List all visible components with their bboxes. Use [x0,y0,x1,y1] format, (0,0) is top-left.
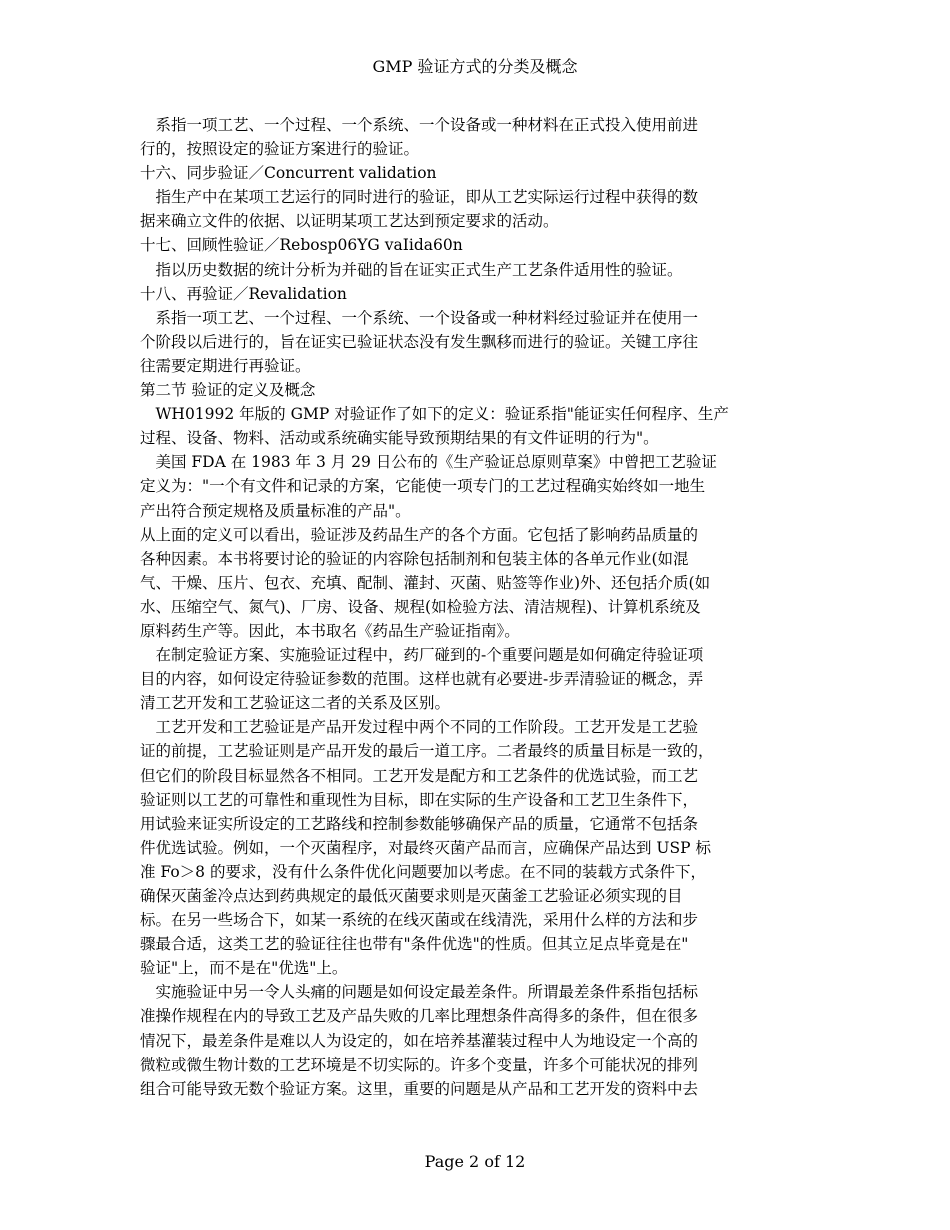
text-line: 在制定验证方案、实施验证过程中，药厂碰到的-个重要问题是如何确定待验证项 [140,646,704,665]
text-line: 过程、设备、物料、活动或系统确实能导致预期结果的有文件证明的行为"。 [140,429,659,448]
text-line: 十八、再验证／Revalidation [140,284,347,303]
text-line: 从上面的定义可以看出，验证涉及药品生产的各个方面。它包括了影响药品质量的 [140,525,699,544]
text-line: 验证则以工艺的可靠性和重现性为目标，即在实际的生产设备和工艺卫生条件下， [140,790,699,809]
text-line: 但它们的阶段目标显然各不相同。工艺开发是配方和工艺条件的优选试验，而工艺 [140,766,699,785]
text-line: 系指一项工艺、一个过程、一个系统、一个设备或一种材料在正式投入使用前进 [140,116,699,134]
text-line: 情况下，最差条件是难以人为设定的，如在培养基灌装过程中人为地设定一个高的 [140,1031,699,1050]
page-footer-number: Page 2 of 12 [424,1152,526,1171]
text-line: 各种因素。本书将要讨论的验证的内容除包括制剂和包装主体的各单元作业(如混 [140,549,689,568]
text-line: 气、干燥、压片、包衣、充填、配制、灌封、灭菌、贴签等作业)外、还包括介质(如 [140,573,711,592]
text-line: 原料药生产等。因此，本书取名《药品生产验证指南》。 [140,621,520,640]
text-line: WH01992 年版的 GMP 对验证作了如下的定义：验证系指"能证实任何程序、生产 [140,405,729,424]
text-line: 个阶段以后进行的，旨在证实已验证状态没有发生飘移而进行的验证。关键工序往 [140,332,699,351]
text-line: 定义为："一个有文件和记录的方案，它能使一项专门的工艺过程确实始终如一地生 [140,477,706,496]
text-line: 指以历史数据的统计分析为并础的旨在证实正式生产工艺条件适用性的验证。 [140,260,683,279]
text-line: 用试验来证实所设定的工艺路线和控制参数能够确保产品的质量，它通常不包括条 [140,814,699,833]
text-line: 水、压缩空气、氮气)、厂房、设备、规程(如检验方法、清洁规程)、计算机系统及 [140,597,701,616]
text-line: 第二节 验证的定义及概念 [140,381,316,400]
text-line: 微粒或微生物计数的工艺环境是不切实际的。许多个变量，许多个可能状况的排列 [140,1055,699,1074]
text-line: 十六、同步验证／Concurrent validation [140,164,437,183]
text-line: 指生产中在某项工艺运行的同时进行的验证，即从工艺实际运行过程中获得的数 [140,188,699,207]
text-line: 实施验证中另一令人头痛的问题是如何设定最差条件。所谓最差条件系指包括标 [140,983,699,1002]
text-line: 十七、回顾性验证／Rebosp06YG vaIida60n [140,236,463,255]
text-line: 准操作规程在内的导致工艺及产品失败的几率比理想条件高得多的条件，但在很多 [140,1007,699,1026]
text-line: 件优选试验。例如，一个灭菌程序，对最终灭菌产品而言，应确保产品达到 USP 标 [140,838,711,857]
document-body [140,113,830,1101]
text-line: 行的，按照设定的验证方案进行的验证。 [140,140,420,159]
text-line: 产出符合预定规格及质量标准的产品"。 [140,501,411,520]
text-line: 组合可能导致无数个验证方案。这里，重要的问题是从产品和工艺开发的资料中去 [140,1079,699,1098]
text-line: 准 Fo＞8 的要求，没有什么条件优化问题要加以考虑。在不同的装载方式条件下， [140,862,706,881]
text-line: 验证"上，而不是在"优选"上。 [140,959,348,978]
page-header-title: GMP 验证方式的分类及概念 [372,57,578,76]
text-line: 往需要定期进行再验证。 [140,356,311,375]
text-line: 标。在另一些场合下，如某一系统的在线灭菌或在线清洗，采用什么样的方法和步 [140,911,699,930]
text-line: 目的内容，如何设定待验证参数的范围。这样也就有必要进-步弄清验证的概念，弄 [140,670,704,689]
text-line: 证的前提，工艺验证则是产品开发的最后一道工序。二者最终的质量目标是一致的， [140,742,714,761]
text-line: 清工艺开发和工艺验证这二者的关系及区别。 [140,694,451,713]
text-line: 确保灭菌釜冷点达到药典规定的最低灭菌要求则是灭菌釜工艺验证必须实现的目 [140,887,683,905]
text-line: 工艺开发和工艺验证是产品开发过程中两个不同的工作阶段。工艺开发是工艺验 [140,718,699,737]
text-line: 骤最合适，这类工艺的验证往往也带有"条件优选"的性质。但其立足点毕竟是在" [140,935,689,954]
text-line: 据来确立文件的依据、以证明某项工艺达到预定要求的活动。 [140,212,559,231]
text-line: 美国 FDA 在 1983 年 3 月 29 日公布的《生产验证总原则草案》中曾把工艺验证 [140,453,717,472]
text-line: 系指一项工艺、一个过程、一个系统、一个设备或一种材料经过验证并在使用一 [140,308,699,327]
